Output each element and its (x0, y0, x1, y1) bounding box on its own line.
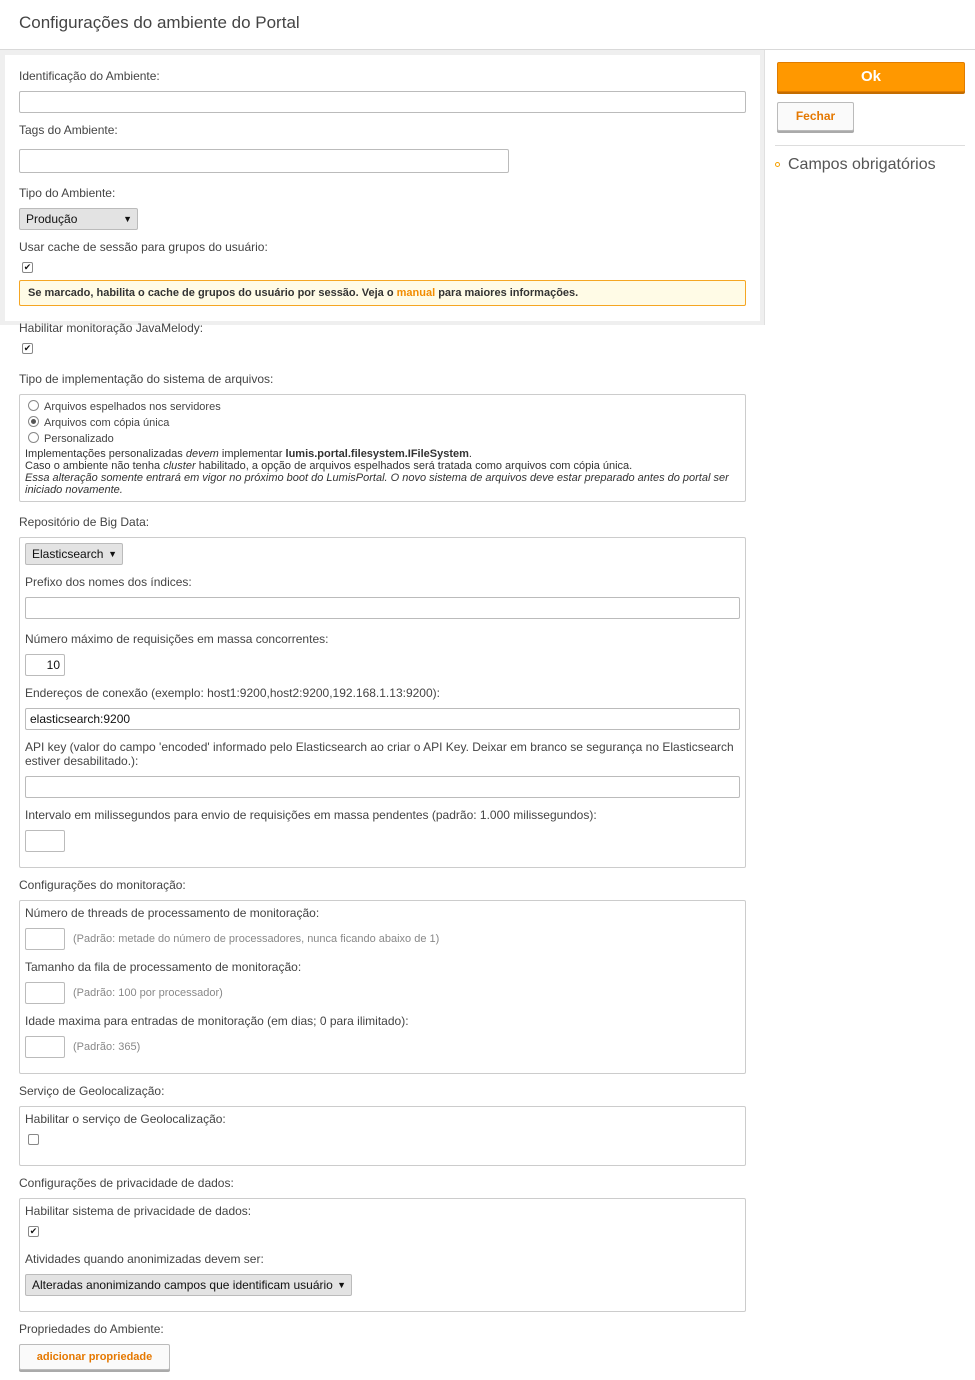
bigdata-repository-select[interactable] (25, 543, 123, 565)
ok-button[interactable]: Ok (777, 62, 965, 92)
chevron-down-icon: ▼ (123, 214, 132, 224)
chevron-down-icon: ▼ (337, 1280, 346, 1290)
note-text: Caso o ambiente não tenha (25, 460, 161, 472)
monitoring-age-input[interactable] (25, 1036, 65, 1058)
index-prefix-label: Prefixo dos nomes dos índices: (25, 575, 192, 589)
monitoring-queue-input[interactable] (25, 982, 65, 1004)
monitoring-queue-hint: (Padrão: 100 por processador) (73, 987, 223, 999)
javamelody-label: Habilitar monitoração JavaMelody: (19, 321, 204, 335)
note-class-name: lumis.portal.filesystem.IFileSystem (285, 448, 469, 460)
add-property-button[interactable]: adicionar propriedade (19, 1344, 170, 1370)
monitoring-threads-hint: (Padrão: metade do número de processadores, nunca ficando abaixo de 1) (73, 933, 440, 945)
warning-text-before: Se marcado, habilita o cache de grupos do usuário por sessão. Veja o (28, 287, 394, 299)
privacy-enable-label: Habilitar sistema de privacidade de dados: (25, 1204, 252, 1218)
filesystem-radio-single-copy[interactable] (28, 416, 39, 427)
page-title: Configurações do ambiente do Portal (19, 13, 300, 32)
note-text: Implementações personalizadas (25, 448, 183, 460)
privacy-enable-checkbox[interactable] (28, 1226, 39, 1237)
index-prefix-input[interactable] (25, 597, 740, 619)
geolocation-enable-checkbox[interactable] (28, 1134, 39, 1145)
monitoring-label: Configurações do monitoração: (19, 878, 186, 892)
environment-id-label: Identificação do Ambiente: (19, 69, 160, 83)
session-cache-checkbox[interactable] (22, 262, 33, 273)
required-marker-icon (775, 162, 780, 167)
bigdata-repository-value: Elasticsearch (32, 547, 104, 561)
monitoring-threads-label: Número de threads de processamento de monitoração: (25, 906, 320, 920)
api-key-input[interactable] (25, 776, 740, 798)
check-icon: ✔ (23, 343, 32, 353)
environment-type-label: Tipo do Ambiente: (19, 186, 116, 200)
check-icon: ✔ (29, 1226, 38, 1236)
warning-text-after: para maiores informações. (438, 287, 579, 299)
monitoring-age-label: Idade maxima para entradas de monitoração (em dias; 0 para ilimitado): (25, 1014, 409, 1028)
bulk-interval-label: Intervalo em milissegundos para envio de requisições em massa pendentes (padrão: 1.000 milissegundos): (25, 808, 597, 822)
environment-type-value: Produção (26, 212, 78, 226)
filesystem-note-2 (25, 460, 740, 472)
filesystem-note-3: Essa alteração somente entrará em vigor no próximo boot do LumisPortal. O novo sistema de arquivos deve estar preparado antes do portal ser iniciado novamente. (25, 472, 729, 496)
dialog-header (0, 0, 975, 50)
note-text: . (468, 448, 472, 460)
note-text: habilitado, a opção de arquivos espelhados será tratada como arquivos com cópia única. (198, 460, 633, 472)
filesystem-label: Tipo de implementação do sistema de arquivos: (19, 372, 274, 386)
monitoring-age-hint: (Padrão: 365) (73, 1041, 141, 1053)
required-fields-legend: Campos obrigatórios (788, 156, 936, 173)
manual-link[interactable]: manual (396, 287, 436, 299)
max-bulk-requests-input[interactable] (25, 654, 65, 676)
anonymized-activities-value: Alteradas anonimizando campos que identificam usuário (32, 1278, 333, 1292)
sidebar-divider (775, 145, 965, 146)
session-cache-label: Usar cache de sessão para grupos do usuário: (19, 240, 268, 254)
monitoring-queue-label: Tamanho da fila de processamento de monitoração: (25, 960, 302, 974)
note-text: implementar (221, 448, 283, 460)
connection-addresses-label: Endereços de conexão (exemplo: host1:9200,host2:9200,192.168.1.13:9200): (25, 686, 440, 700)
environment-type-select[interactable] (19, 208, 138, 230)
note-emphasis: cluster (163, 460, 196, 472)
geolocation-enable-label: Habilitar o serviço de Geolocalização: (25, 1112, 226, 1126)
geolocation-label: Serviço de Geolocalização: (19, 1084, 165, 1098)
environment-tags-input[interactable] (19, 149, 509, 173)
anonymized-activities-select[interactable] (25, 1274, 352, 1296)
api-key-label: API key (valor do campo 'encoded' informado pelo Elasticsearch ao criar o API Key. Deixar em branco se segurança no Elasticsearch estiver desabilitado.): (25, 740, 734, 768)
environment-tags-label: Tags do Ambiente: (19, 123, 118, 137)
max-bulk-requests-label: Número máximo de requisições em massa concorrentes: (25, 632, 329, 646)
javamelody-checkbox[interactable] (22, 343, 33, 354)
anonymized-activities-label: Atividades quando anonimizadas devem ser: (25, 1252, 264, 1266)
filesystem-option-mirrored[interactable]: Arquivos espelhados nos servidores (44, 401, 221, 413)
filesystem-option-single-copy[interactable]: Arquivos com cópia única (44, 417, 170, 429)
filesystem-note-1 (25, 448, 740, 460)
note-emphasis: devem (185, 448, 219, 460)
bigdata-label: Repositório de Big Data: (19, 515, 150, 529)
filesystem-radio-custom[interactable] (28, 432, 39, 443)
monitoring-threads-input[interactable] (25, 928, 65, 950)
session-cache-warning (19, 280, 746, 306)
privacy-label: Configurações de privacidade de dados: (19, 1176, 234, 1190)
connection-addresses-input[interactable] (25, 708, 740, 730)
chevron-down-icon: ▼ (108, 549, 117, 559)
filesystem-option-custom[interactable]: Personalizado (44, 433, 114, 445)
close-button[interactable]: Fechar (777, 102, 854, 131)
properties-label: Propriedades do Ambiente: (19, 1322, 164, 1336)
filesystem-radio-mirrored[interactable] (28, 400, 39, 411)
check-icon: ✔ (23, 262, 32, 272)
bulk-interval-input[interactable] (25, 830, 65, 852)
environment-id-input[interactable] (19, 91, 746, 113)
